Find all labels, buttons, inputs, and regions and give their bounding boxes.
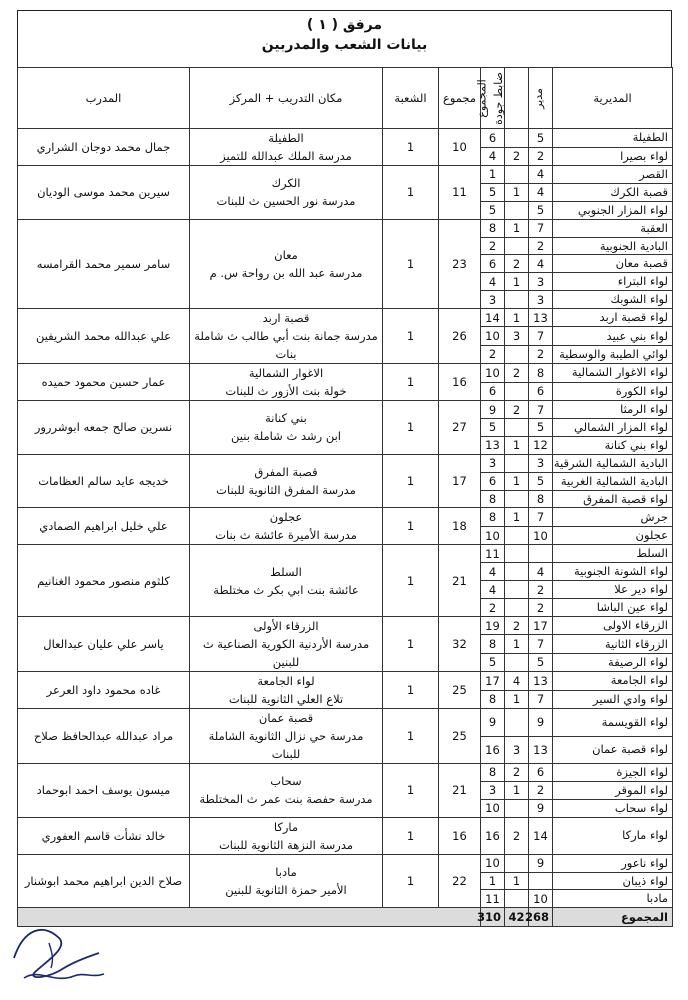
sum-cell: 8 <box>481 635 505 653</box>
totals-quality: 42 <box>505 908 529 927</box>
quality-officer-cell <box>505 890 529 908</box>
sum-cell: 4 <box>481 581 505 599</box>
directorate-cell: لواء الرصيفة <box>553 653 673 671</box>
document-page <box>17 10 672 927</box>
quality-officer-cell: 1 <box>505 309 529 327</box>
manager-cell: 6 <box>529 382 553 401</box>
manager-cell: 7 <box>529 327 553 345</box>
directorate-cell: قصبة الكرك <box>553 183 673 201</box>
trainer-cell: علي خليل ابراهيم الصمادي <box>18 508 190 545</box>
sum-cell: 13 <box>481 436 505 454</box>
manager-cell <box>529 872 553 890</box>
directorate-cell: لواء ماركا <box>553 817 673 854</box>
quality-officer-cell <box>505 454 529 472</box>
quality-officer-cell <box>505 854 529 872</box>
place-school: تلاع العلي الثانوية للبنات <box>228 692 344 707</box>
title-box <box>17 10 672 67</box>
quality-officer-cell: 3 <box>505 736 529 764</box>
place-school: مدرسة حفصة بنت عمر ث المختلطة <box>199 792 373 807</box>
manager-cell <box>529 545 553 563</box>
handwritten-signature <box>4 918 112 992</box>
table-row <box>18 617 673 635</box>
directorate-cell: البادية الشمالية الشرقية <box>553 454 673 472</box>
directorate-cell: البادية الجنوبية <box>553 237 673 255</box>
sections-table <box>17 67 673 927</box>
group-total-cell: 23 <box>439 219 481 308</box>
place-cell <box>190 672 383 709</box>
directorate-cell: لواء الرمثا <box>553 401 673 419</box>
manager-cell: 13 <box>529 309 553 327</box>
sum-cell: 3 <box>481 781 505 799</box>
group-total-cell: 16 <box>439 364 481 401</box>
sum-cell: 6 <box>481 129 505 148</box>
manager-cell: 10 <box>529 890 553 908</box>
quality-officer-cell <box>505 237 529 255</box>
sum-cell: 17 <box>481 672 505 691</box>
place-center: قصبة اربد <box>262 311 310 326</box>
place-center: ماركا <box>273 819 299 834</box>
manager-cell: 9 <box>529 854 553 872</box>
place-school: ابن رشد ث شاملة بنين <box>231 429 341 444</box>
place-center: الاغوار الشمالية <box>248 366 324 381</box>
section-cell: 1 <box>383 401 439 455</box>
directorate-cell: لواء وادي السير <box>553 690 673 709</box>
table-row <box>18 709 673 737</box>
section-cell: 1 <box>383 508 439 545</box>
place-school: عائشة بنت ابي بكر ث مختلطة <box>213 582 359 597</box>
sum-cell: 2 <box>481 599 505 617</box>
directorate-cell: البادية الشمالية الغربية <box>553 472 673 490</box>
section-cell: 1 <box>383 854 439 908</box>
quality-officer-cell <box>505 709 529 737</box>
manager-cell: 7 <box>529 508 553 527</box>
directorate-cell: لواء الشوبك <box>553 291 673 309</box>
quality-officer-cell: 1 <box>505 508 529 527</box>
trainer-cell: سيرين محمد موسى الوديان <box>18 166 190 220</box>
section-cell: 1 <box>383 364 439 401</box>
place-center: السلط <box>270 564 302 579</box>
header-directorate: المديرية <box>553 68 673 129</box>
manager-cell: 7 <box>529 690 553 709</box>
annex-title: مرفق ( ١ ) <box>306 17 383 33</box>
table-row <box>18 401 673 419</box>
sum-cell: 3 <box>481 454 505 472</box>
place-school: مدرسة الأردنية الكورية الصناعية ث للبنين <box>202 637 370 670</box>
place-school: مدرسة نور الحسين ث للبنات <box>216 194 356 209</box>
place-cell <box>190 166 383 220</box>
place-cell <box>190 219 383 308</box>
section-cell: 1 <box>383 672 439 709</box>
sum-cell: 4 <box>481 147 505 166</box>
quality-officer-cell: 3 <box>505 327 529 345</box>
manager-cell: 8 <box>529 364 553 383</box>
directorate-cell: لواء قصبة اربد <box>553 309 673 327</box>
sum-cell: 6 <box>481 472 505 490</box>
directorate-cell: لواء ذيبان <box>553 872 673 890</box>
quality-officer-cell <box>505 129 529 148</box>
directorate-cell: لواء قصبة عمان <box>553 736 673 764</box>
place-center: قصبة المفرق <box>254 465 318 480</box>
directorate-cell: لواء الاغوار الشمالية <box>553 364 673 383</box>
group-total-cell: 10 <box>439 129 481 166</box>
sum-cell: 11 <box>481 890 505 908</box>
quality-officer-cell <box>505 599 529 617</box>
directorate-cell: قصبة معان <box>553 255 673 273</box>
table-row <box>18 166 673 184</box>
manager-cell: 7 <box>529 401 553 419</box>
directorate-cell: الزرقاء الاولى <box>553 617 673 635</box>
manager-cell: 4 <box>529 166 553 184</box>
table-row <box>18 309 673 327</box>
sum-cell: 10 <box>481 854 505 872</box>
totals-label: المجموع <box>553 908 673 927</box>
sum-cell: 4 <box>481 563 505 581</box>
quality-officer-cell: 1 <box>505 436 529 454</box>
quality-officer-cell <box>505 345 529 363</box>
directorate-cell: لواء المزار الجنوبي <box>553 201 673 219</box>
section-cell: 1 <box>383 129 439 166</box>
group-total-cell: 32 <box>439 617 481 672</box>
place-cell <box>190 617 383 672</box>
sum-cell: 5 <box>481 653 505 671</box>
place-cell <box>190 309 383 364</box>
sum-cell: 6 <box>481 255 505 273</box>
directorate-cell: لواء الكورة <box>553 382 673 401</box>
sum-cell: 16 <box>481 736 505 764</box>
header-manager: مدير <box>529 68 553 129</box>
quality-officer-cell: 1 <box>505 183 529 201</box>
group-total-cell: 16 <box>439 817 481 854</box>
place-cell <box>190 401 383 455</box>
group-total-cell: 22 <box>439 854 481 908</box>
sum-cell: 4 <box>481 273 505 291</box>
section-cell: 1 <box>383 617 439 672</box>
table-row <box>18 764 673 782</box>
place-center: عجلون <box>269 510 303 525</box>
table-body <box>18 129 673 927</box>
sum-cell: 5 <box>481 201 505 219</box>
place-cell <box>190 129 383 166</box>
manager-cell: 13 <box>529 736 553 764</box>
sum-cell: 9 <box>481 709 505 737</box>
section-cell: 1 <box>383 764 439 818</box>
directorate-cell: لواء الموقر <box>553 781 673 799</box>
place-school: مدرسة النزهة الثانوية للبنات <box>218 837 354 852</box>
sum-cell: 3 <box>481 291 505 309</box>
trainer-cell: ياسر علي عليان عبدالعال <box>18 617 190 672</box>
manager-cell: 3 <box>529 273 553 291</box>
group-total-cell: 17 <box>439 454 481 508</box>
sum-cell: 2 <box>481 345 505 363</box>
directorate-cell: لواء الشونة الجنوبية <box>553 563 673 581</box>
trainer-cell: صلاح الدين ابراهيم محمد ابوشنار <box>18 854 190 908</box>
place-center: سحاب <box>270 774 302 789</box>
quality-officer-cell <box>505 201 529 219</box>
directorate-cell: السلط <box>553 545 673 563</box>
group-total-cell: 21 <box>439 545 481 617</box>
totals-row <box>18 908 673 927</box>
trainer-cell: جمال محمد دوجان الشراري <box>18 129 190 166</box>
trainer-cell: نسرين صالح جمعه ابوشررور <box>18 401 190 455</box>
section-cell: 1 <box>383 817 439 854</box>
manager-cell: 4 <box>529 255 553 273</box>
directorate-cell: عجلون <box>553 526 673 545</box>
quality-officer-cell: 1 <box>505 472 529 490</box>
table-row <box>18 129 673 148</box>
manager-cell: 5 <box>529 653 553 671</box>
sum-cell: 16 <box>481 817 505 854</box>
sum-cell: 9 <box>481 401 505 419</box>
sum-cell: 10 <box>481 364 505 383</box>
place-school: مدرسة الملك عبدالله للتميز <box>220 149 352 163</box>
place-school: مدرسة حي نزال الثانوية الشاملة للبنات <box>208 729 364 762</box>
section-cell: 1 <box>383 454 439 508</box>
table-row <box>18 854 673 872</box>
manager-cell: 12 <box>529 436 553 454</box>
section-cell: 1 <box>383 166 439 220</box>
directorate-cell: لواء الجامعة <box>553 672 673 691</box>
manager-cell: 2 <box>529 599 553 617</box>
quality-officer-cell <box>505 581 529 599</box>
directorate-cell: لواء سحاب <box>553 799 673 817</box>
place-center: بني كنانة <box>265 411 307 426</box>
place-center: معان <box>274 247 298 262</box>
quality-officer-cell: 2 <box>505 147 529 166</box>
section-cell: 1 <box>383 709 439 764</box>
table-row <box>18 817 673 854</box>
totals-manager: 268 <box>529 908 553 927</box>
manager-cell: 9 <box>529 799 553 817</box>
place-cell <box>190 508 383 545</box>
table-row <box>18 364 673 383</box>
manager-cell: 5 <box>529 419 553 437</box>
trainer-cell: خالد نشأت قاسم العفوري <box>18 817 190 854</box>
directorate-cell: لواء البتراء <box>553 273 673 291</box>
group-total-cell: 21 <box>439 764 481 818</box>
quality-officer-cell: 1 <box>505 273 529 291</box>
quality-officer-cell: 1 <box>505 872 529 890</box>
group-total-cell: 18 <box>439 508 481 545</box>
place-cell <box>190 545 383 617</box>
table-row <box>18 672 673 691</box>
place-school: مدرسة جمانة بنت أبي طالب ث شاملة بنات <box>194 329 378 362</box>
quality-officer-cell: 1 <box>505 781 529 799</box>
directorate-cell: لواء بني كنانة <box>553 436 673 454</box>
manager-cell: 10 <box>529 526 553 545</box>
sum-cell: 8 <box>481 690 505 709</box>
quality-officer-cell <box>505 166 529 184</box>
manager-cell: 13 <box>529 672 553 691</box>
place-cell <box>190 854 383 908</box>
quality-officer-cell: 1 <box>505 635 529 653</box>
manager-cell: 7 <box>529 219 553 237</box>
sum-cell: 10 <box>481 799 505 817</box>
section-cell: 1 <box>383 545 439 617</box>
sum-cell: 19 <box>481 617 505 635</box>
sum-cell: 8 <box>481 764 505 782</box>
directorate-cell: لواء المزار الشمالي <box>553 419 673 437</box>
manager-cell: 3 <box>529 454 553 472</box>
directorate-cell: لوائي الطيبة والوسطية <box>553 345 673 363</box>
manager-cell: 9 <box>529 709 553 737</box>
place-school: الأمير حمزة الثانوية للبنين <box>225 883 347 898</box>
table-row <box>18 219 673 237</box>
trainer-cell: عمار حسين محمود حميده <box>18 364 190 401</box>
place-school: مدرسة المفرق الثانوية للبنات <box>216 483 356 498</box>
sum-cell: 8 <box>481 508 505 527</box>
quality-officer-cell <box>505 490 529 508</box>
header-sum: المجموع <box>481 68 505 129</box>
place-center: قصبة عمان <box>258 711 314 726</box>
header-quality-officer: ضابط جودة <box>505 68 529 129</box>
quality-officer-cell: 2 <box>505 364 529 383</box>
manager-cell: 3 <box>529 291 553 309</box>
sum-cell: 6 <box>481 382 505 401</box>
sum-cell: 5 <box>481 183 505 201</box>
trainer-cell: كلثوم منصور محمود الغنانيم <box>18 545 190 617</box>
manager-cell: 5 <box>529 472 553 490</box>
sum-cell: 8 <box>481 490 505 508</box>
quality-officer-cell <box>505 799 529 817</box>
directorate-cell: العقبة <box>553 219 673 237</box>
quality-officer-cell: 2 <box>505 255 529 273</box>
directorate-cell: لواء دير علا <box>553 581 673 599</box>
place-cell <box>190 454 383 508</box>
totals-sum: 310 <box>481 908 505 927</box>
directorate-cell: لواء بني عبيد <box>553 327 673 345</box>
quality-officer-cell: 2 <box>505 764 529 782</box>
directorate-cell: القصر <box>553 166 673 184</box>
sum-cell: 11 <box>481 545 505 563</box>
manager-cell: 4 <box>529 183 553 201</box>
trainer-cell: خديجه عايد سالم العظامات <box>18 454 190 508</box>
quality-officer-cell <box>505 653 529 671</box>
manager-cell: 8 <box>529 490 553 508</box>
place-center: الزرقاء الأولى <box>253 619 319 634</box>
place-school: مدرسة عبد الله بن رواحة س. م <box>209 265 363 280</box>
place-cell <box>190 364 383 401</box>
trainer-cell: مراد عبدالله عبدالحافظ صلاح <box>18 709 190 764</box>
header-section: الشعبة <box>383 68 439 129</box>
quality-officer-cell <box>505 563 529 581</box>
manager-cell: 4 <box>529 563 553 581</box>
manager-cell: 2 <box>529 345 553 363</box>
header-row <box>18 68 673 129</box>
group-total-cell: 26 <box>439 309 481 364</box>
trainer-cell: ميسون يوسف احمد ابوحماد <box>18 764 190 818</box>
manager-cell: 2 <box>529 147 553 166</box>
quality-officer-cell <box>505 419 529 437</box>
place-school: خولة بنت الأزور ث للبنات <box>225 384 347 399</box>
sum-cell: 8 <box>481 219 505 237</box>
directorate-cell: لواء القويسمة <box>553 709 673 737</box>
quality-officer-cell <box>505 545 529 563</box>
quality-officer-cell: 2 <box>505 401 529 419</box>
sum-cell: 14 <box>481 309 505 327</box>
quality-officer-cell: 2 <box>505 617 529 635</box>
manager-cell: 7 <box>529 635 553 653</box>
table-row <box>18 454 673 472</box>
header-total: مجموع <box>439 68 481 129</box>
sum-cell: 5 <box>481 419 505 437</box>
directorate-cell: لواء قصبة المفرق <box>553 490 673 508</box>
group-total-cell: 25 <box>439 709 481 764</box>
manager-cell: 5 <box>529 129 553 148</box>
document-title: بيانات الشعب والمدربين <box>261 37 428 53</box>
manager-cell: 2 <box>529 581 553 599</box>
directorate-cell: لواء بصيرا <box>553 147 673 166</box>
directorate-cell: لواء عين الباشا <box>553 599 673 617</box>
place-center: الكرك <box>271 176 301 191</box>
directorate-cell: مادبا <box>553 890 673 908</box>
quality-officer-cell <box>505 382 529 401</box>
section-cell: 1 <box>383 309 439 364</box>
header-place: مكان التدريب + المركز <box>190 68 383 129</box>
quality-officer-cell: 4 <box>505 672 529 691</box>
header-trainer: المدرب <box>18 68 190 129</box>
table-row <box>18 545 673 563</box>
manager-cell: 14 <box>529 817 553 854</box>
directorate-cell: جرش <box>553 508 673 527</box>
place-cell <box>190 817 383 854</box>
section-cell: 1 <box>383 219 439 308</box>
manager-cell: 5 <box>529 201 553 219</box>
sum-cell: 10 <box>481 327 505 345</box>
sum-cell: 1 <box>481 872 505 890</box>
quality-officer-cell <box>505 526 529 545</box>
manager-cell: 17 <box>529 617 553 635</box>
quality-officer-cell: 2 <box>505 817 529 854</box>
sum-cell: 2 <box>481 237 505 255</box>
directorate-cell: لواء الجيزة <box>553 764 673 782</box>
quality-officer-cell: 1 <box>505 690 529 709</box>
group-total-cell: 11 <box>439 166 481 220</box>
group-total-cell: 25 <box>439 672 481 709</box>
trainer-cell: علي عبدالله محمد الشريفين <box>18 309 190 364</box>
trainer-cell: سامر سمير محمد القرامسه <box>18 219 190 308</box>
place-center: الطفيلة <box>268 131 304 145</box>
quality-officer-cell: 1 <box>505 219 529 237</box>
directorate-cell: الزرقاء الثانية <box>553 635 673 653</box>
directorate-cell: لواء ناعور <box>553 854 673 872</box>
manager-cell: 6 <box>529 764 553 782</box>
group-total-cell: 27 <box>439 401 481 455</box>
manager-cell: 2 <box>529 237 553 255</box>
place-cell <box>190 709 383 764</box>
manager-cell: 2 <box>529 781 553 799</box>
directorate-cell: الطفيلة <box>553 129 673 148</box>
quality-officer-cell <box>505 291 529 309</box>
place-school: مدرسة الأميرة عائشة ث بنات <box>215 528 357 543</box>
place-cell <box>190 764 383 818</box>
sum-cell: 10 <box>481 526 505 545</box>
sum-cell: 1 <box>481 166 505 184</box>
place-center: مادبا <box>275 865 297 880</box>
table-row <box>18 508 673 527</box>
place-center: لواء الجامعة <box>257 674 315 689</box>
trainer-cell: غاده محمود داود العرعر <box>18 672 190 709</box>
